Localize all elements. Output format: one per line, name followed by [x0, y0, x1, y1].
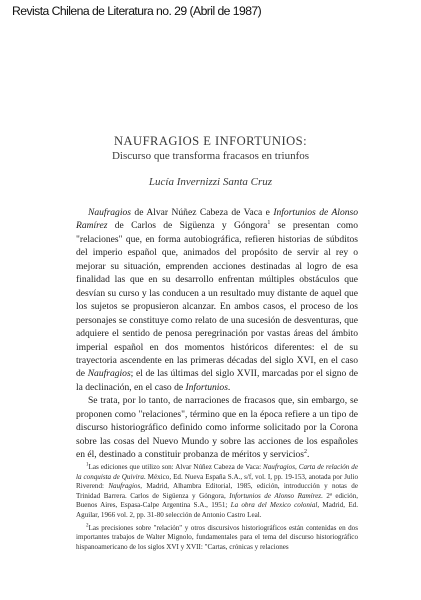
article-title: NAUFRAGIOS E INFORTUNIOS:	[113, 134, 308, 148]
note-reference: 2	[304, 448, 307, 455]
footnote	[76, 463, 358, 521]
italic-title: Naufragios	[87, 368, 131, 380]
italic-title: Infortunios de Alonso Ramírez	[76, 207, 358, 232]
footnote	[76, 524, 358, 553]
italic-title: Infortunios	[185, 381, 228, 393]
text-run: Las precisiones sobre "relación" y otros discursivos historiográficos están contenidas en dos importantes trabajos de Walter Mignolo, fundamentales para el tema del discurso historiográfico hispanoamericano de los siglos XVI y XVII: "Cartas, crónicas y relaciones	[76, 523, 358, 551]
body-paragraph	[76, 394, 358, 461]
note-reference: 2	[86, 523, 89, 529]
italic-title: Naufragios, Carta de relación de la conquista de Quivira	[76, 463, 358, 481]
italic-title: Naufragios	[108, 482, 141, 491]
note-reference: 1	[267, 220, 271, 227]
text-run: . 2ª edición, Buenos Aires, Espasa-Calpe Argentina S.A., 1951;	[76, 491, 358, 510]
text-run: de Alvar Núñez Cabeza de Vaca e	[130, 207, 274, 218]
text-run: , Madrid, Alhambra Editorial, 1985, edición, introducción y notas de Trinidad Barrera. Carlos de Sigüenza y Góngora,	[76, 482, 358, 500]
italic-title: La obra del Mexico colonial	[230, 501, 318, 510]
text-run: .	[227, 381, 231, 393]
italic-title: Naufragios	[88, 207, 131, 218]
text-run: Las ediciones que utilizo son: Alvar Núñez Cabeza de Vaca:	[88, 463, 264, 471]
text-run: de Carlos de Sigüenza y Góngora	[107, 220, 268, 232]
text-run: , Madrid, Ed. Aguilar, 1966 vol. 2, pp. 31-80 selección de Antonio Castro Leal.	[76, 501, 358, 519]
footnotes	[76, 463, 358, 555]
text-run: Se trata, por lo tanto, de narraciones de fracasos que, sin embargo, se proponen como "relaciones", término que en la época refiere a un tipo de discurso historiográfico definido como informe solicitado por la Corona sobre las cosas del Nuevo Mundo y sobre las acciones de los españoles en él, destinado a constituir probanza de méritos y servicios	[76, 395, 358, 461]
article-author: Lucía Invernizzi Santa Cruz	[148, 176, 273, 188]
italic-title: Infortunios de Alonso Ramírez	[229, 491, 322, 500]
article-subtitle: Discurso que transforma fracasos en triunfos	[111, 150, 310, 162]
article-body	[76, 206, 358, 462]
body-paragraph	[76, 206, 358, 394]
text-run: se presentan como "relaciones" que, en forma autobiográfica, refieren historias de súbditos del imperio español que, animados del propósito de servir al rey o mejorar su situación, emprenden acciones destinadas al logro de esa finalidad las que en su desarrollo enfrentan múltiples obstáculos que desvían su curso y las conducen a un resultado muy distante de aquel que los sujetos se propusieron alcanzar. En ambos casos, el proceso de los personajes se constituye como relato de una sucesión de desventuras, que adquiere el sentido de penosa peregrinación por vastas áreas del ámbito imperial español en dos momentos históricos diferentes: el de su trayectoria ascendente en las primeras décadas del siglo XVI, en el caso de	[76, 220, 358, 380]
note-reference: 1	[86, 462, 89, 468]
text-run: ; el de las últimas del siglo XVII, marcadas por el signo de la declinación, en el caso de	[76, 368, 359, 393]
article-header	[0, 134, 421, 189]
text-run: . México, Ed. Nueva España S.A., s/f, vol. I, pp. 19-153, anotada por Julio Riverend:	[76, 472, 359, 491]
archive-stamp: Revista Chilena de Literatura no. 29 (Abril de 1987)	[12, 4, 262, 18]
text-run: .	[307, 449, 310, 461]
